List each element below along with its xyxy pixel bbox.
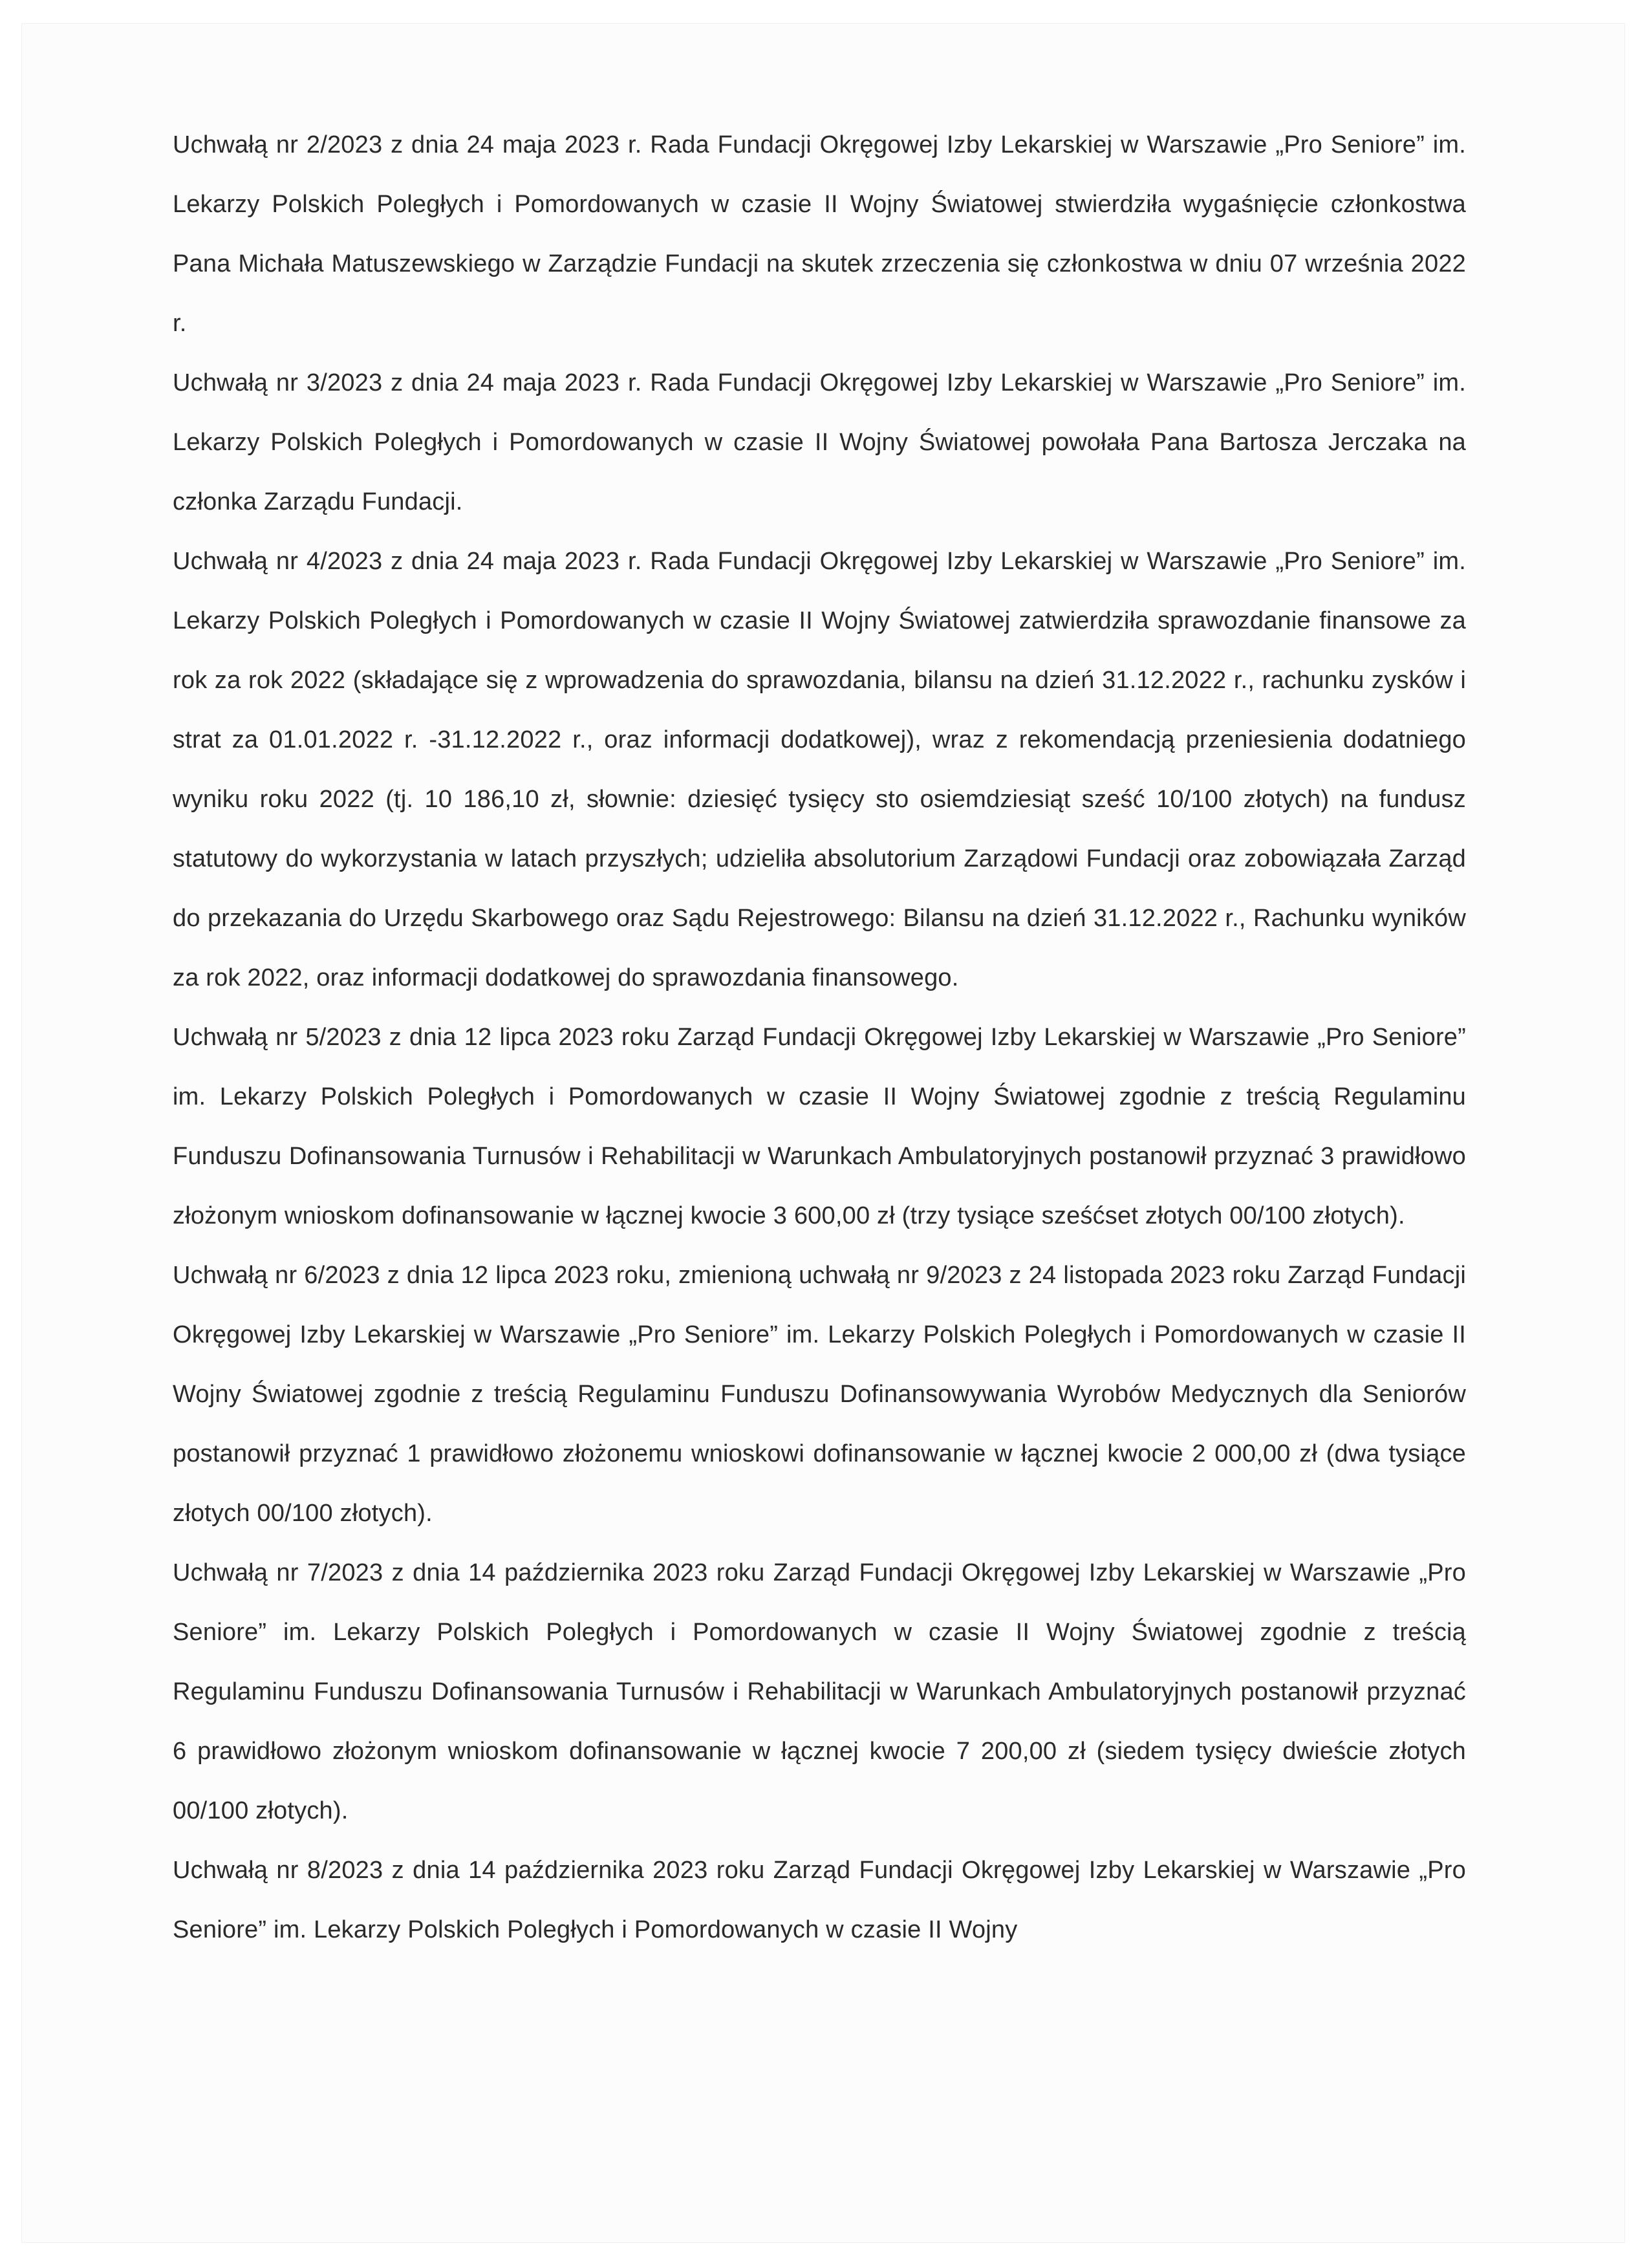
resolution-paragraph-7: Uchwałą nr 7/2023 z dnia 14 października 2023 roku Zarząd Fundacji Okręgowej Izby Lekarskiej w Warszawie „Pro Seniore” im. Lekarzy Polskich Poległych i Pomordowanych w czasie II Wojny Światowej zgodnie z treścią Regulaminu Funduszu Dofinansowania Turnusów i Rehabilitacji w Warunkach Ambulatoryjnych postanowił przyznać 6 prawidłowo złożonym wnioskom dofinansowanie w łącznej kwocie 7 200,00 zł (siedem tysięcy dwieście złotych 00/100 złotych). (173, 1559, 1466, 1824)
resolution-paragraph-2: Uchwałą nr 2/2023 z dnia 24 maja 2023 r. Rada Fundacji Okręgowej Izby Lekarskiej w Warszawie „Pro Seniore” im. Lekarzy Polskich Poległych i Pomordowanych w czasie II Wojny Światowej stwierdziła wygaśnięcie członkostwa Pana Michała Matuszewskiego w Zarządzie Fundacji na skutek zrzeczenia się członkostwa w dniu 07 września 2022 r. (173, 131, 1466, 337)
resolution-paragraph-8: Uchwałą nr 8/2023 z dnia 14 października 2023 roku Zarząd Fundacji Okręgowej Izby Lekarskiej w Warszawie „Pro Seniore” im. Lekarzy Polskich Poległych i Pomordowanych w czasie II Wojny (173, 1857, 1466, 1943)
document-page (22, 24, 1624, 2242)
resolution-paragraph-6: Uchwałą nr 6/2023 z dnia 12 lipca 2023 roku, zmienioną uchwałą nr 9/2023 z 24 listopada 2023 roku Zarząd Fundacji Okręgowej Izby Lekarskiej w Warszawie „Pro Seniore” im. Lekarzy Polskich Poległych i Pomordowanych w czasie II Wojny Światowej zgodnie z treścią Regulaminu Funduszu Dofinansowywania Wyrobów Medycznych dla Seniorów postanowił przyznać 1 prawidłowo złożonemu wnioskowi dofinansowanie w łącznej kwocie 2 000,00 zł (dwa tysiące złotych 00/100 złotych). (173, 1262, 1466, 1527)
resolution-paragraph-3: Uchwałą nr 3/2023 z dnia 24 maja 2023 r. Rada Fundacji Okręgowej Izby Lekarskiej w Warszawie „Pro Seniore” im. Lekarzy Polskich Poległych i Pomordowanych w czasie II Wojny Światowej powołała Pana Bartosza Jerczaka na członka Zarządu Fundacji. (173, 369, 1466, 515)
resolution-paragraph-4: Uchwałą nr 4/2023 z dnia 24 maja 2023 r. Rada Fundacji Okręgowej Izby Lekarskiej w Warszawie „Pro Seniore” im. Lekarzy Polskich Poległych i Pomordowanych w czasie II Wojny Światowej zatwierdziła sprawozdanie finansowe za rok za rok 2022 (składające się z wprowadzenia do sprawozdania, bilansu na dzień 31.12.2022 r., rachunku zysków i strat za 01.01.2022 r. -31.12.2022 r., oraz informacji dodatkowej), wraz z rekomendacją przeniesienia dodatniego wyniku roku 2022 (tj. 10 186,10 zł, słownie: dziesięć tysięcy sto osiemdziesiąt sześć 10/100 złotych) na fundusz statutowy do wykorzystania w latach przyszłych; udzieliła absolutorium Zarządowi Fundacji oraz zobowiązała Zarząd do przekazania do Urzędu Skarbowego oraz Sądu Rejestrowego: Bilansu na dzień 31.12.2022 r., Rachunku wyników za rok 2022, oraz informacji dodatkowej do sprawozdania finansowego. (173, 548, 1466, 991)
document-body (173, 115, 1466, 1960)
resolution-paragraph-5: Uchwałą nr 5/2023 z dnia 12 lipca 2023 roku Zarząd Fundacji Okręgowej Izby Lekarskiej w Warszawie „Pro Seniore” im. Lekarzy Polskich Poległych i Pomordowanych w czasie II Wojny Światowej zgodnie z treścią Regulaminu Funduszu Dofinansowania Turnusów i Rehabilitacji w Warunkach Ambulatoryjnych postanowił przyznać 3 prawidłowo złożonym wnioskom dofinansowanie w łącznej kwocie 3 600,00 zł (trzy tysiące sześćset złotych 00/100 złotych). (173, 1024, 1466, 1229)
